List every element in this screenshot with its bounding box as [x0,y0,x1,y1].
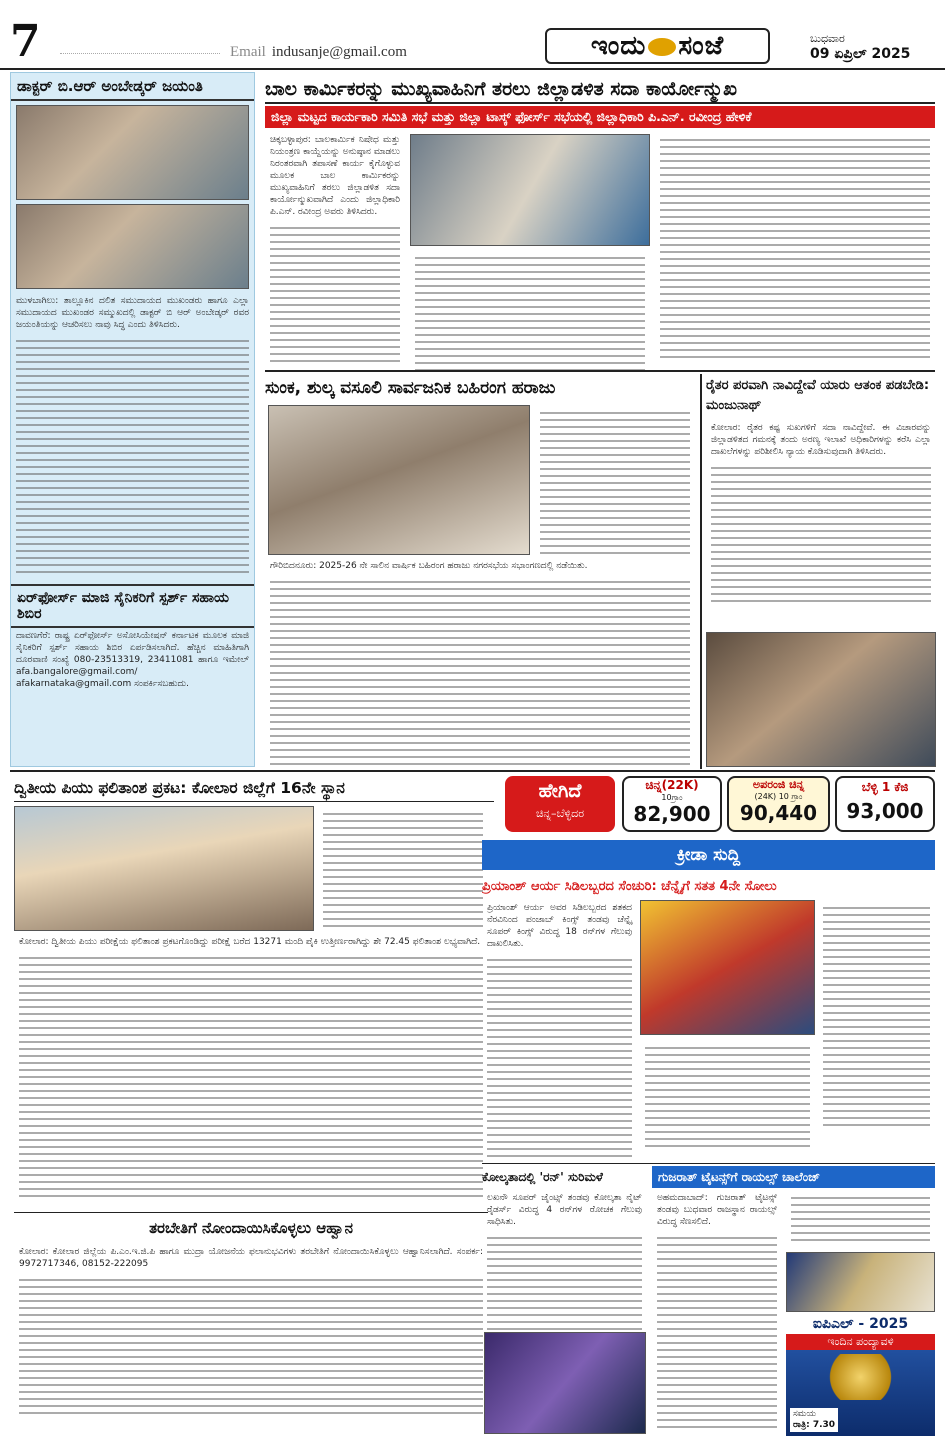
lead-column-2 [410,250,650,367]
sports-body-punjab: ಪ್ರಿಯಾಂಶ್ ಆರ್ಯ ಅವರ ಸಿಡಿಲಬ್ಬರದ ಶತಕದ ನೆರವಿನಿಂದ ಪಂಜಾಬ್ ಕಿಂಗ್ಸ್ ತಂಡವು ಚೆನ್ನೈ ಸೂಪರ್ ಕಿಂಗ್ಸ್ ವಿರುದ್ಧ 18 ರನ್‌ಗಳ ಗೆಲುವು ದಾಖಲಿಸಿತು. [487,903,632,949]
gold-rates-tag [505,776,615,832]
pu-results-body-area [14,934,488,1209]
auction-headline: ಸುಂಕ, ಶುಲ್ಕ ವಸೂಲಿ ಸಾರ್ವಜನಿಕ ಬಹಿರಂಗ ಹರಾಜು [265,378,556,398]
gold-22k-price: 82,900 [633,802,711,826]
divider [482,1163,935,1164]
logo-left: ಇಂದು [590,31,647,61]
farmers-body: ಕೋಲಾರ: ರೈತರ ಕಷ್ಟ ಸುಖಗಳಿಗೆ ಸದಾ ನಾವಿದ್ದೇವೆ. ಈ ವಿಚಾರವನ್ನು ಜಿಲ್ಲಾಡಳಿತದ ಗಮನಕ್ಕೆ ತಂದು ಅರಣ್ಯ ಇಲಾಖೆ ಅಧಿಕಾರಿಗಳನ್ನು ಕರೆಸಿ ಎಲ್ಲಾ ದಾಖಲೆಗಳನ್ನು ಪರಿಶೀಲಿಸಿ ನ್ಯಾಯ ಕೊಡಿಸುವುದಾಗಿ ತಿಳಿಸಿದರು. [711,423,931,457]
sports-column-3 [818,900,935,1160]
lead-photo [410,134,650,246]
ipl-time: ರಾತ್ರಿ: 7.30 [793,1420,836,1430]
lead-headline: ಬಾಲ ಕಾರ್ಮಿಕರನ್ನು ಮುಖ್ಯವಾಹಿನಿಗೆ ತರಲು ಜಿಲ್ಲಾಡಳಿತ ಸದಾ ಕಾರ್ಯೋನ್ಮುಖ [265,74,935,104]
gold-24k-unit: (24K) 10 ಗ್ರಾಂ [754,792,803,801]
lead-subhead: ಜಿಲ್ಲಾ ಮಟ್ಟದ ಕಾರ್ಯಕಾರಿ ಸಮಿತಿ ಸಭೆ ಮತ್ತು ಜಿಲ್ಲಾ ಟಾಸ್ಕ್ ಫೋರ್ಸ್ ಸಭೆಯಲ್ಲಿ ಜಿಲ್ಲಾಧಿಕಾರಿ ಪಿ.ಎನ್. ರವೀಂದ್ರ ಹೇಳಿಕೆ [265,106,935,128]
sports-body-kolkata: ಲಖನೌ ಸೂಪರ್ ಜೈಂಟ್ಸ್ ತಂಡವು ಕೋಲ್ಕತಾ ನೈಟ್ ರೈಡರ್ಸ್ ವಿರುದ್ಧ 4 ರನ್‌ಗಳ ರೋಚಕ ಗೆಲುವು ಸಾಧಿಸಿತು. [487,1193,642,1227]
email-label: Email [230,44,266,60]
sports-gujarat-area [652,1190,782,1435]
training-body: ಕೋಲಾರ: ಕೋಲಾರ ಜಿಲ್ಲೆಯ ಪಿ.ಎಂ.ಇ.ಜಿ.ಪಿ ಹಾಗೂ ಮುದ್ರಾ ಯೋಜನೆಯ ಫಲಾನುಭವಿಗಳು ತರಬೇತಿಗೆ ನೋಂದಾಯಿಸಿಕೊಳ್ಳಲು ಆಹ್ವಾನಿಸಲಾಗಿದೆ. ಸಂಪರ್ಕ: 9972717346, 08152-222095 [19,1247,483,1269]
silver-label: ಬೆಳ್ಳಿ 1 ಕೆಜಿ [861,780,909,794]
masthead [0,0,945,70]
pu-results-photo [14,806,314,931]
sports-column-1 [482,900,637,1160]
farmers-photo [706,632,936,767]
sidebar-photo-meeting [16,105,249,200]
ipl-title: ಐಪಿಎಲ್ - 2025 [786,1314,935,1334]
ipl-subtitle: ಇಂದಿನ ಪಂದ್ಯಾವಳಿ [786,1334,935,1350]
silver-price: 93,000 [846,799,924,823]
sports-headline-gujarat: ಗುಜರಾತ್ ಟೈಟನ್ಸ್‌ಗೆ ರಾಯಲ್ಸ್ ಚಾಲೆಂಜ್ [652,1166,935,1188]
email-address[interactable]: indusanje@gmail.com [271,44,407,60]
sports-section-header: ಕ್ರೀಡಾ ಸುದ್ದಿ [482,840,935,870]
auction-body: ಗೌರಿಬಿದನೂರು: 2025-26 ನೇ ಸಾಲಿನ ವಾರ್ಷಿಕ ಬಹಿರಂಗ ಹರಾಜು ನಗರಸಭೆಯ ಸಭಾಂಗಣದಲ್ಲಿ ನಡೆಯಿತು. [270,561,588,571]
sidebar-title-airforce: ಏರ್‌ಫೋರ್ಸ್ ಮಾಜಿ ಸೈನಿಕರಿಗೆ ಸ್ಪರ್ಶ್ ಸಹಾಯ ಶಿಬಿರ [11,584,254,628]
sidebar-title-ambedkar: ಡಾಕ್ಟರ್ ಬಿ.ಆರ್ ಅಂಬೇಡ್ಕರ್ ಜಯಂತಿ [11,73,254,101]
pu-results-column-top [318,806,488,931]
gold-22k-box [622,776,722,832]
sidebar-body-ambedkar: ಮುಳಬಾಗಿಲು: ತಾಲ್ಲೂಕಿನ ದಲಿತ ಸಮುದಾಯದ ಮುಖಂಡರು ಹಾಗೂ ಎಲ್ಲಾ ಸಮುದಾಯದ ಮುಖಂಡರ ಸಮ್ಮುಖದಲ್ಲಿ ಡಾಕ್ಟರ್ ಬಿ ಆರ್ ಅಂಬೇಡ್ಕರ್ ರವರ ಜಯಂತಿಯನ್ನು ಆಚರಿಸಲು ನಾವು ಸಿದ್ಧ ಎಂದು ತಿಳಿಸಿದರು. [16,296,249,330]
sports-gujarat-column-2 [786,1190,935,1250]
page-number: 7 [10,16,41,67]
gold-22k-unit: 10ಗ್ರಾಂ [661,793,683,802]
sports-kolkata-area [482,1190,647,1330]
ipl-time-box [790,1408,838,1432]
sports-column-2 [640,1040,815,1160]
sports-photo-punjab [640,900,815,1035]
email-line [230,44,407,61]
newspaper-logo [545,28,770,64]
sports-headline-punjab: ಪ್ರಿಯಾಂಶ್ ಆರ್ಯ ಸಿಡಿಲಬ್ಬರದ ಸೆಂಚುರಿ: ಚೆನ್ನೈಗೆ ಸತತ 4ನೇ ಸೋಲು [482,879,777,894]
lead-body: ಚಿಕ್ಕಬಳ್ಳಾಪುರ: ಬಾಲಕಾರ್ಮಿಕ ನಿಷೇಧ ಮತ್ತು ನಿಯಂತ್ರಣ ಕಾಯ್ದೆಯನ್ನು ಅನುಷ್ಠಾನ ಮಾಡಲು ನಿರಂತರವಾಗಿ ತಪಾಸಣೆ ಕಾರ್ಯ ಕೈಗೊಳ್ಳುವ ಮೂಲಕ ಬಾಲ ಕಾರ್ಮಿಕರನ್ನು ಮುಖ್ಯವಾಹಿನಿಗೆ ತರಲು ಜಿಲ್ಲಾಡಳಿತ ಸದಾ ಕಾರ್ಯೋನ್ಮುಖವಾಗಿದೆ ಎಂದು ಜಿಲ್ಲಾಧಿಕಾರಿ ಪಿ.ಎನ್. ರವೀಂದ್ರ ಅವರು ತಿಳಿಸಿದರು. [270,135,400,217]
sun-icon [648,38,676,56]
silver-box [835,776,935,832]
gold-22k-label: ಚಿನ್ನ(22K) [645,778,699,792]
weekday: ಬುಧವಾರ [810,32,845,45]
trophy-icon [816,1354,905,1400]
divider [10,770,935,772]
sidebar-photo-group [16,204,249,289]
sidebar-body-airforce: ದಾವಣಗೆರೆ: ರಾಷ್ಟ್ರ ಏರ್‌ಫೋರ್ಸ್ ಅಸೋಸಿಯೇಷನ್ ಕರ್ನಾಟಕ ಮೂಲಕ ಮಾಜಿ ಸೈನಿಕರಿಗೆ ಸ್ಪರ್ಶ್ ಸಹಾಯ ಶಿಬಿರ ಏರ್ಪಡಿಸಲಾಗಿದೆ. ಹೆಚ್ಚಿನ ಮಾಹಿತಿಗಾಗಿ ದೂರವಾಣಿ ಸಂಖ್ಯೆ 080-23513319, 23411081 ಹಾಗೂ ಇಮೇಲ್ afa.bangalore@gmail.com/ afakarnataka@gmail.com ಸಂಪರ್ಕಿಸಬಹುದು. [16,631,249,689]
sports-headline-kolkata: ಕೋಲ್ಕತಾದಲ್ಲಿ 'ರನ್' ಸುರಿಮಳೆ [482,1170,603,1184]
lead-column-1 [265,132,405,367]
farmers-headline: ರೈತರ ಪರವಾಗಿ ನಾವಿದ್ದೇವೆ ಯಾರು ಆತಂಕ ಪಡಬೇಡಿ: ಮಂಜುನಾಥ್ [706,378,930,413]
lead-column-3 [655,132,935,367]
gold-24k-label: ಅಪರಂಜಿ ಚಿನ್ನ [752,778,805,791]
gold-24k-box [727,776,830,832]
ipl-time-label: ಸಮಯ [793,1409,816,1419]
gold-24k-price: 90,440 [739,801,818,825]
sports-body-gujarat: ಅಹಮದಾಬಾದ್: ಗುಜರಾತ್ ಟೈಟನ್ಸ್ ತಂಡವು ಬುಧವಾರ ರಾಜಸ್ಥಾನ ರಾಯಲ್ಸ್ ವಿರುದ್ಧ ಸೆಣಸಲಿದೆ. [657,1193,777,1227]
sidebar-text-block [11,333,254,580]
auction-photo [268,405,530,555]
training-body-area [14,1244,488,1434]
pu-results-headline: ದ್ವಿತೀಯ ಪಿಯು ಫಲಿತಾಂಶ ಪ್ರಕಟ: ಕೋಲಾರ ಜಿಲ್ಲೆಗೆ 16ನೇ ಸ್ಥಾನ [14,774,494,802]
gold-rates-subtitle: ಚಿನ್ನ–ಬೆಳ್ಳಿದರ [535,807,585,820]
pu-results-body: ಕೋಲಾರ: ದ್ವಿತೀಯ ಪಿಯು ಪರೀಕ್ಷೆಯ ಫಲಿತಾಂಶ ಪ್ರಕಟಗೊಂಡಿದ್ದು ಪರೀಕ್ಷೆ ಬರೆದ 13271 ಮಂದಿ ಪೈಕಿ ಉತ್ತೀರ್ಣರಾಗಿದ್ದು ಶೇ 72.45 ಫಲಿತಾಂಶ ಲಭ್ಯವಾಗಿದೆ. [19,937,481,947]
masthead-divider [60,36,220,54]
issue-date: 09 ಏಪ್ರಿಲ್ 2025 [810,46,911,62]
auction-body-area [265,558,695,768]
divider [14,1212,488,1213]
farmers-body-area [706,420,936,630]
training-headline: ತರಬೇತಿಗೆ ನೋಂದಾಯಿಸಿಕೊಳ್ಳಲು ಆಹ್ವಾನ [149,1219,353,1237]
gold-rates-title: ಹೇಗಿದೆ [538,780,582,802]
ipl-schedule-box [786,1314,935,1436]
sports-photo-kolkata [484,1332,646,1434]
logo-right: ಸಂಜೆ [678,31,725,61]
divider [265,370,935,372]
sports-photo-gujarat [786,1252,935,1312]
sidebar [10,72,255,767]
auction-column-right [535,405,695,555]
vertical-divider [700,374,702,769]
